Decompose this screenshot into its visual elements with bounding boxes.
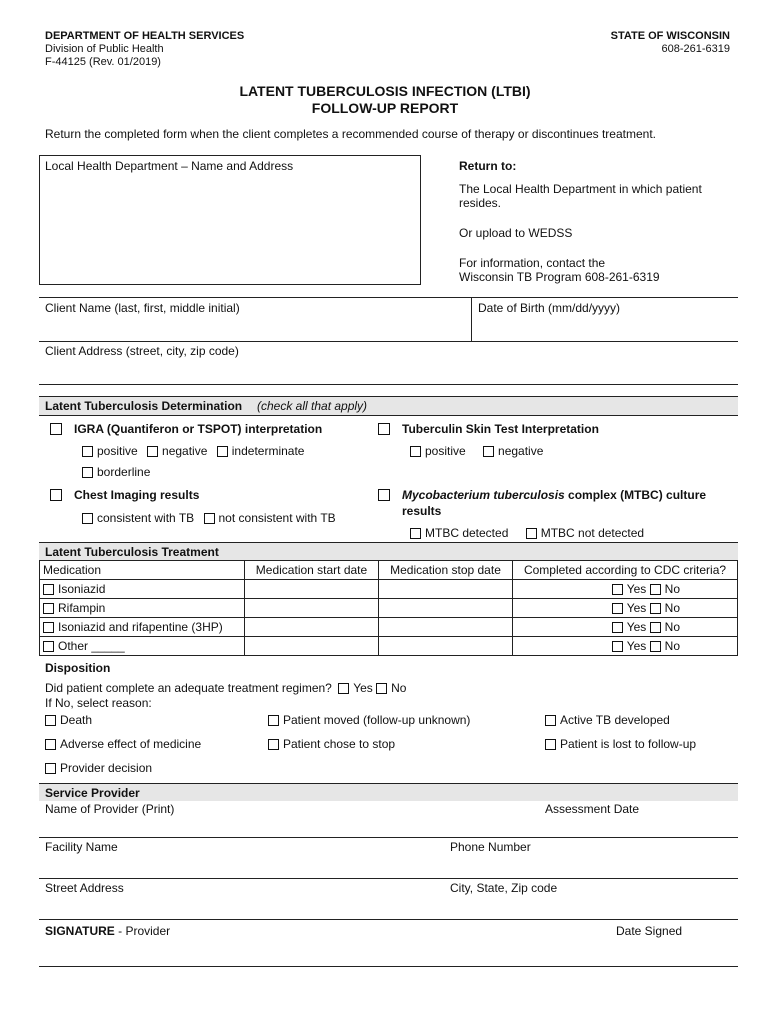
active-tb-label: Active TB developed bbox=[560, 713, 670, 727]
igra-label: IGRA (Quantiferon or TSPOT) interpretation bbox=[74, 422, 323, 436]
column-header: Medication start date bbox=[245, 561, 379, 580]
yes-label: Yes bbox=[626, 620, 647, 634]
igra-borderline-checkbox[interactable] bbox=[82, 467, 93, 478]
medication-checkbox[interactable] bbox=[43, 641, 54, 652]
form-title: LATENT TUBERCULOSIS INFECTION (LTBI) bbox=[239, 83, 531, 99]
determination-header bbox=[39, 396, 738, 416]
mtbc-detected-label: MTBC detected bbox=[425, 526, 509, 540]
chest-consistent-checkbox[interactable] bbox=[82, 513, 93, 524]
tst-row[interactable] bbox=[378, 422, 599, 436]
cdc-criteria-cell bbox=[513, 618, 738, 637]
start-date-cell[interactable] bbox=[245, 637, 379, 656]
moved-label: Patient moved (follow-up unknown) bbox=[283, 713, 471, 727]
divider bbox=[39, 384, 738, 385]
igra-indeterminate-label: indeterminate bbox=[231, 444, 305, 458]
chest-consistent-label: consistent with TB bbox=[97, 511, 195, 525]
chose-stop-label: Patient chose to stop bbox=[283, 737, 396, 751]
yes-checkbox[interactable] bbox=[612, 641, 623, 652]
assessment-date-label: Assessment Date bbox=[545, 802, 640, 816]
provider-decision-checkbox[interactable] bbox=[45, 763, 56, 774]
mtbc-options bbox=[410, 526, 644, 540]
signature-label-row bbox=[45, 924, 170, 938]
tst-label: Tuberculin Skin Test Interpretation bbox=[402, 422, 599, 436]
yes-checkbox[interactable] bbox=[612, 603, 623, 614]
medication-checkbox[interactable] bbox=[43, 622, 54, 633]
mtbc-label-italic: Mycobacterium tuberculosis bbox=[402, 488, 565, 502]
chest-label: Chest Imaging results bbox=[74, 488, 200, 502]
death-label: Death bbox=[60, 713, 93, 727]
upload-text: Or upload to WEDSS bbox=[459, 226, 573, 240]
disposition-heading: Disposition bbox=[45, 661, 111, 675]
lost-label: Patient is lost to follow-up bbox=[560, 737, 697, 751]
medication-name: Isoniazid and rifapentine (3HP) bbox=[58, 620, 223, 634]
treatment-heading: Latent Tuberculosis Treatment bbox=[45, 545, 219, 559]
mtbc-not-detected-checkbox[interactable] bbox=[526, 528, 537, 539]
division-name: Division of Public Health bbox=[45, 43, 164, 55]
chest-not-consistent-label: not consistent with TB bbox=[218, 511, 336, 525]
igra-indeterminate-checkbox[interactable] bbox=[217, 446, 228, 457]
adverse-label: Adverse effect of medicine bbox=[60, 737, 202, 751]
yes-checkbox[interactable] bbox=[612, 584, 623, 595]
tst-positive-label: positive bbox=[425, 444, 466, 458]
lhd-box[interactable] bbox=[39, 155, 421, 285]
reason-death[interactable] bbox=[45, 713, 92, 727]
tst-positive-checkbox[interactable] bbox=[410, 446, 421, 457]
mtbc-label: complex (MTBC) culture bbox=[564, 488, 707, 502]
chest-not-consistent-checkbox[interactable] bbox=[204, 513, 215, 524]
return-to-line2: resides. bbox=[459, 196, 502, 210]
state-name: STATE OF WISCONSIN bbox=[610, 30, 730, 42]
divider bbox=[471, 297, 472, 341]
provider-name-line[interactable] bbox=[39, 837, 738, 838]
chest-checkbox[interactable] bbox=[50, 489, 62, 501]
treatment-header bbox=[39, 542, 738, 561]
if-no-label: If No, select reason: bbox=[45, 696, 152, 710]
medication-cell[interactable] bbox=[40, 599, 245, 618]
igra-positive-checkbox[interactable] bbox=[82, 446, 93, 457]
table-row bbox=[40, 637, 738, 656]
return-to-line1: The Local Health Department in which patient bbox=[459, 182, 702, 196]
dob-label: Date of Birth (mm/dd/yyyy) bbox=[478, 301, 621, 315]
table-row bbox=[40, 580, 738, 599]
stop-date-cell[interactable] bbox=[379, 580, 513, 599]
reason-lost[interactable] bbox=[545, 737, 696, 751]
cdc-criteria-cell bbox=[513, 599, 738, 618]
form-subtitle: FOLLOW-UP REPORT bbox=[311, 100, 459, 116]
city-label: City, State, Zip code bbox=[450, 881, 558, 895]
chose-stop-checkbox[interactable] bbox=[268, 739, 279, 750]
mtbc-not-detected-label: MTBC not detected bbox=[540, 526, 645, 540]
client-name-label: Client Name (last, first, middle initial) bbox=[45, 301, 240, 315]
reason-adverse[interactable] bbox=[45, 737, 201, 751]
determination-heading: Latent Tuberculosis Determination bbox=[45, 399, 243, 413]
start-date-cell[interactable] bbox=[245, 599, 379, 618]
igra-borderline-label: borderline bbox=[97, 465, 151, 479]
chest-options bbox=[82, 511, 336, 525]
column-header: Medication stop date bbox=[379, 561, 513, 580]
divider bbox=[39, 341, 738, 342]
stop-date-cell[interactable] bbox=[379, 599, 513, 618]
no-label: No bbox=[664, 582, 680, 596]
yes-label: Yes bbox=[626, 582, 647, 596]
state-phone: 608-261-6319 bbox=[661, 43, 730, 55]
no-checkbox[interactable] bbox=[650, 622, 661, 633]
medication-name: Other _____ bbox=[58, 639, 125, 653]
signature-label-suffix: - Provider bbox=[114, 924, 171, 938]
client-address-label: Client Address (street, city, zip code) bbox=[45, 344, 239, 358]
mtbc-results-label: results bbox=[402, 504, 442, 518]
igra-checkbox[interactable] bbox=[50, 423, 62, 435]
medication-name: Isoniazid bbox=[58, 582, 106, 596]
medication-cell[interactable] bbox=[40, 637, 245, 656]
death-checkbox[interactable] bbox=[45, 715, 56, 726]
column-header: Medication bbox=[40, 561, 245, 580]
no-checkbox[interactable] bbox=[650, 641, 661, 652]
mtbc-checkbox[interactable] bbox=[378, 489, 390, 501]
department-name: DEPARTMENT OF HEALTH SERVICES bbox=[45, 30, 245, 42]
reason-provider-decision[interactable] bbox=[45, 761, 152, 775]
igra-negative-label: negative bbox=[162, 444, 208, 458]
no-label: No bbox=[664, 639, 680, 653]
disposition-question: Did patient complete an adequate treatment regimen? bbox=[45, 681, 332, 695]
igra-options bbox=[82, 444, 304, 458]
provider-name-label: Name of Provider (Print) bbox=[45, 802, 175, 816]
igra-negative-checkbox[interactable] bbox=[147, 446, 158, 457]
stop-date-cell[interactable] bbox=[379, 637, 513, 656]
reason-moved[interactable] bbox=[268, 713, 470, 727]
signature-line[interactable] bbox=[39, 966, 738, 967]
medication-checkbox[interactable] bbox=[43, 603, 54, 614]
medication-name: Rifampin bbox=[58, 601, 106, 615]
no-label: No bbox=[664, 620, 680, 634]
medication-cell[interactable] bbox=[40, 580, 245, 599]
start-date-cell[interactable] bbox=[245, 618, 379, 637]
chest-row[interactable] bbox=[50, 488, 199, 502]
info-line2: Wisconsin TB Program 608-261-6319 bbox=[459, 270, 660, 284]
date-signed-label: Date Signed bbox=[616, 924, 683, 938]
table-row bbox=[40, 618, 738, 637]
tst-checkbox[interactable] bbox=[378, 423, 390, 435]
info-line1: For information, contact the bbox=[459, 256, 606, 270]
igra-borderline-row bbox=[82, 465, 150, 479]
lhd-label: Local Health Department – Name and Address bbox=[45, 159, 294, 173]
no-checkbox[interactable] bbox=[650, 603, 661, 614]
completed-no-label: No bbox=[391, 681, 407, 695]
return-to-heading: Return to: bbox=[459, 159, 517, 173]
form-id: F-44125 (Rev. 01/2019) bbox=[45, 56, 161, 68]
lost-checkbox[interactable] bbox=[545, 739, 556, 750]
start-date-cell[interactable] bbox=[245, 580, 379, 599]
provider-heading: Service Provider bbox=[45, 786, 140, 800]
completed-yes-label: Yes bbox=[353, 681, 373, 695]
stop-date-cell[interactable] bbox=[379, 618, 513, 637]
signature-label: SIGNATURE bbox=[45, 924, 115, 938]
tst-negative-label: negative bbox=[498, 444, 544, 458]
intro-text: Return the completed form when the client completes a recommended course of therapy or discontinues treatment. bbox=[45, 127, 656, 141]
reason-active-tb[interactable] bbox=[545, 713, 670, 727]
completed-yes-checkbox[interactable] bbox=[338, 683, 349, 694]
medication-table bbox=[39, 560, 738, 656]
street-label: Street Address bbox=[45, 881, 124, 895]
divider bbox=[39, 297, 738, 298]
cdc-criteria-cell bbox=[513, 637, 738, 656]
phone-label: Phone Number bbox=[450, 840, 531, 854]
facility-line[interactable] bbox=[39, 878, 738, 879]
facility-label: Facility Name bbox=[45, 840, 118, 854]
moved-checkbox[interactable] bbox=[268, 715, 279, 726]
provider-header bbox=[39, 783, 738, 801]
mtbc-row[interactable] bbox=[378, 488, 706, 502]
tst-negative-checkbox[interactable] bbox=[483, 446, 494, 457]
provider-decision-label: Provider decision bbox=[60, 761, 153, 775]
disposition-question-row bbox=[45, 681, 406, 695]
reason-chose-stop[interactable] bbox=[268, 737, 395, 751]
table-header-row bbox=[40, 561, 738, 580]
mtbc-detected-checkbox[interactable] bbox=[410, 528, 421, 539]
igra-row[interactable] bbox=[50, 422, 322, 436]
completed-no-checkbox[interactable] bbox=[376, 683, 387, 694]
table-row bbox=[40, 599, 738, 618]
yes-label: Yes bbox=[626, 639, 647, 653]
no-checkbox[interactable] bbox=[650, 584, 661, 595]
cdc-criteria-cell bbox=[513, 580, 738, 599]
igra-positive-label: positive bbox=[97, 444, 138, 458]
tst-options bbox=[410, 444, 543, 458]
determination-note: (check all that apply) bbox=[257, 399, 368, 413]
medication-cell[interactable] bbox=[40, 618, 245, 637]
yes-label: Yes bbox=[626, 601, 647, 615]
adverse-checkbox[interactable] bbox=[45, 739, 56, 750]
no-label: No bbox=[664, 601, 680, 615]
yes-checkbox[interactable] bbox=[612, 622, 623, 633]
medication-checkbox[interactable] bbox=[43, 584, 54, 595]
active-tb-checkbox[interactable] bbox=[545, 715, 556, 726]
street-line[interactable] bbox=[39, 919, 738, 920]
column-header: Completed according to CDC criteria? bbox=[513, 561, 738, 580]
